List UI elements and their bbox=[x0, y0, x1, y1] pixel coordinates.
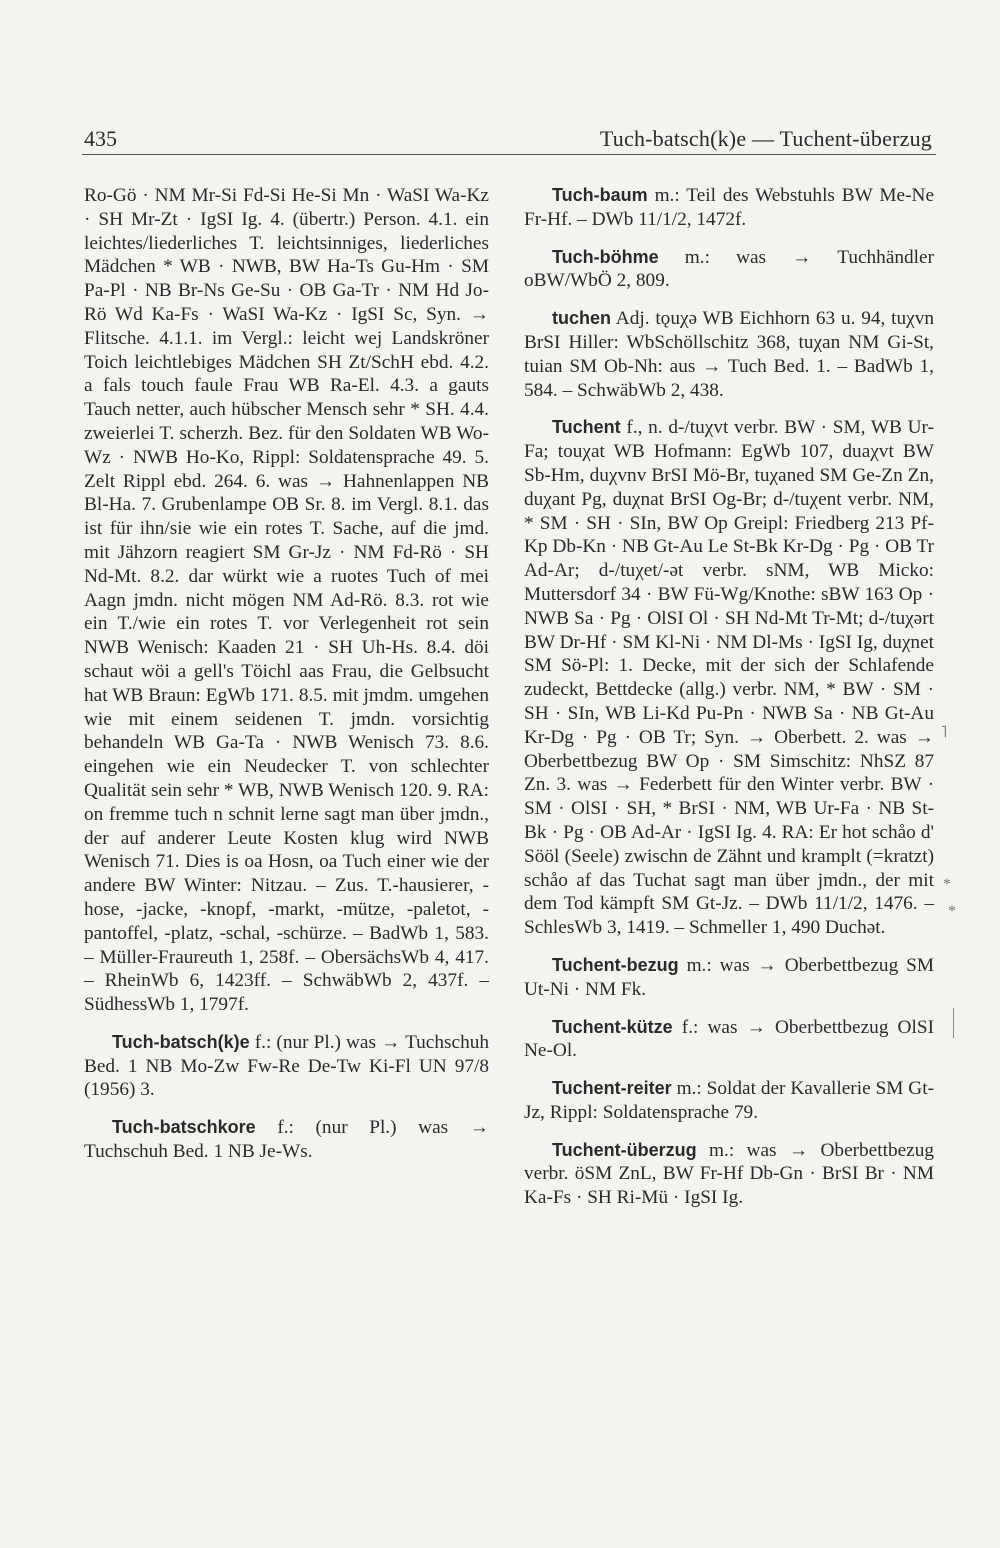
entry-text: f.: was → Oberbettbezug OlSI Ne-Ol. bbox=[524, 1016, 934, 1062]
page-number: 435 bbox=[84, 126, 117, 151]
dictionary-entry bbox=[524, 1139, 934, 1210]
entry-headword: Tuch-batsch(k)e bbox=[112, 1031, 250, 1052]
dictionary-entry bbox=[84, 1116, 489, 1164]
entry-headword: Tuch-baum bbox=[552, 185, 648, 205]
header-rule bbox=[82, 154, 936, 155]
right-column bbox=[524, 184, 934, 1224]
entry-headword: Tuchent-reiter bbox=[552, 1078, 672, 1099]
entry-headword: Tuchent-überzug bbox=[552, 1139, 697, 1160]
entry-text: f.: (nur Pl.) was → Tuchschuh Bed. 1 NB Mo-Zw Fw-Re De-Tw Ki-Fl UN 97/8 (1956) 3. bbox=[84, 1031, 489, 1101]
entry-text: f.: (nur Pl.) was → Tuchschuh Bed. 1 NB Je-Ws. bbox=[84, 1117, 490, 1163]
entry-text: Adj. tǫuχə WB Eichhorn 63 u. 94, tuχvn BrSI Hiller: WbSchöllschitz 368, tuχan NM Gi-St, tuian SM Ob-Nh: aus → Tuch Bed. 1. – BadWb 1, 584. – SchwäbWb 2, 438. bbox=[524, 308, 934, 401]
entry-headword: Tuch-böhme bbox=[552, 246, 659, 267]
entry-headword: Tuchent bbox=[552, 417, 621, 438]
left-column bbox=[84, 184, 489, 1178]
dictionary-entry bbox=[524, 1077, 934, 1125]
margin-asterisk-mark: * bbox=[948, 903, 956, 920]
dictionary-entry bbox=[84, 184, 489, 1017]
entry-text: m.: was → Oberbettbezug verbr. öSM ZnL, BW Fr-Hf Db-Gn · BrSI Br · NM Ka-Fs · SH Ri-Mü · IgSI Ig. bbox=[524, 1139, 934, 1209]
entry-headword: Tuchent-bezug bbox=[552, 954, 679, 975]
margin-bracket-mark: ˥ bbox=[941, 724, 948, 741]
entry-headword: Tuch-batschkore bbox=[112, 1117, 256, 1138]
entry-headword: tuchen bbox=[552, 308, 612, 329]
dictionary-entry bbox=[524, 184, 934, 232]
entry-text: f., n. d-/tuχvt verbr. BW · SM, WB Ur-Fa; touχat WB Hofmann: EgWb 107, duaχvt BW Sb-Hm, duχvnv BrSI Mö-Br, tuχaned SM Ge-Zn Zn, duχant Pg, duχnat BrSI Og-Br; d-/tuχent verbr. NM, * SM · SH · SIn, BW Op Greipl: Friedberg 213 Pf-Kp Db-Kn · NB Gt-Au Le St-Bk Kr-Dg · Pg · OB Tr Ad-Ar; d-/tuχet/-ət verbr. sNM, WB Micko: Muttersdorf 34 · BW Fü-Wg/Knothe: sBW 163 Op · NWB Sa · Pg · OlSI Ol · SH Nd-Mt Tr-Mt; d-/tuχərt BW Dr-Hf · SM Kl-Ni · NM Dl-Ms · IgSI Ig, duχnet SM Sö-Pl: 1. Decke, mit der sich der Schlafende zudeckt, Bettdecke (allg.) verbr. NM, * BW · SM · SH · SIn, WB Li-Kd Pu-Pn · NWB Sa · NB Gt-Au Kr-Dg · Pg · OB Tr; Syn. → Oberbett. 2. was → Oberbettbezug BW Op · SM Simschitz: NhSZ 87 Zn. 3. was → Federbett für den Winter verbr. BW · SM · OlSI · SH, * BrSI · NM, WB Ur-Fa · NB St-Bk · Pg · OB Ad-Ar · IgSI Ig. 4. RA: Er hot schåo d' Sööl (Seele) zwischn de Zähnt und kramplt (=kratzt) schåo af das Tuchat sagt man über jmdn., der mit dem Tod kämpft SM Gt-Jz. – DWb 11/1/2, 1476. – SchlesWb 3, 1419. – Schmeller 1, 490 Duchət. bbox=[524, 417, 935, 939]
dictionary-entry bbox=[84, 1031, 489, 1102]
entry-text: m.: Teil des Webstuhls BW Me-Ne Fr-Hf. – DWb 11/1/2, 1472f. bbox=[524, 185, 935, 230]
running-head: Tuch-batsch(k)e — Tuchent-überzug bbox=[599, 126, 932, 151]
entry-text: m.: Soldat der Kavallerie SM Gt-Jz, Rippl: Soldatensprache 79. bbox=[524, 1078, 935, 1123]
entry-text: m.: was → Tuchhändler oBW/WbÖ 2, 809. bbox=[524, 246, 934, 292]
margin-bar-mark bbox=[953, 1008, 954, 1038]
dictionary-entry bbox=[524, 954, 934, 1002]
margin-asterisk-mark: * bbox=[943, 876, 951, 893]
dictionary-entry bbox=[524, 1016, 934, 1064]
entry-text: m.: was → Oberbettbezug SM Ut-Ni · NM Fk. bbox=[524, 954, 934, 1000]
entry-text: Ro-Gö · NM Mr-Si Fd-Si He-Si Mn · WaSI Wa-Kz · SH Mr-Zt · IgSI Ig. 4. (übertr.) Person. 4.1. ein leichtes/liederliches T. leichtsinniges, liederliches Mädchen * WB · NWB, BW Ha-Ts Gu-Hm · SM Pa-Pl · NB Br-Ns Ge-Su · OB Ga-Tr · NM Hd Jo-Rö Wd Ka-Fs · WaSI Wa-Kz · IgSI Sc, Syn. → Flitsche. 4.1.1. im Vergl.: leicht wej Landskröner Toich leichtlebiges Mädchen SH Zt/SchH ebd. 4.2. a fals touch faule Frau WB Ra-El. 4.3. a gauts Tauch netter, auch hübscher Mensch sehr * SH. 4.4. zweierlei T. scherzh. Bez. für den Soldaten WB Wo-Wz · NWB Ho-Ko, Rippl: Soldatensprache 49. 5. Zelt Rippl ebd. 264. 6. was → Hahnenlappen NB Bl-Ha. 7. Grubenlampe OB Sr. 8. im Vergl. 8.1. das ist für ihn/sie wie ein rotes T. Sache, auf die jmd. mit Jähzorn reagiert SM Gr-Jz · NM Fd-Rö · SH Nd-Mt. 8.2. dar würkt wie a ruotes Tuch of mei Aagn jmdn. nicht mögen NM Ad-Rö. 8.3. rot wie ein T./wie ein rotes T. vor Verlegenheit rot sein NWB Wenisch: Kaaden 21 · SH Uh-Hs. 8.4. döi schaut wöi a gell's Töichl aas Frau, die Gelbsucht hat WB Braun: EgWb 171. 8.5. mit jmdm. umgehen wie mit einem seidenen T. jmdn. vorsichtig behandeln WB Ga-Ta · NWB Wenisch 73. 8.6. eingehen wie ein Neudecker T. von schlechter Qualität sein sehr * WB, NWB Wenisch 120. 9. RA: on fremme tuch n schnit lerne sagt man über jmdn., der auf anderer Leute Kosten klug wird NWB Wenisch 71. Dies is oa Hosn, oa Tuch einer wie der andere BW Winter: Nitzau. – Zus. T.-hausierer, -hose, -jacke, -knopf, -markt, -mütze, -paletot, -pantoffel, -platz, -schal, -schürze. – BadWb 1, 583. – Müller-Fraureuth 1, 258f. – ObersächsWb 4, 417. – RheinWb 6, 1423ff. – SchwäbWb 2, 437f. – SüdhessWb 1, 1797f. bbox=[84, 185, 489, 1016]
entry-headword: Tuchent-kütze bbox=[552, 1016, 673, 1037]
dictionary-entry bbox=[524, 307, 934, 402]
dictionary-entry bbox=[524, 246, 934, 294]
dictionary-entry bbox=[524, 416, 934, 940]
